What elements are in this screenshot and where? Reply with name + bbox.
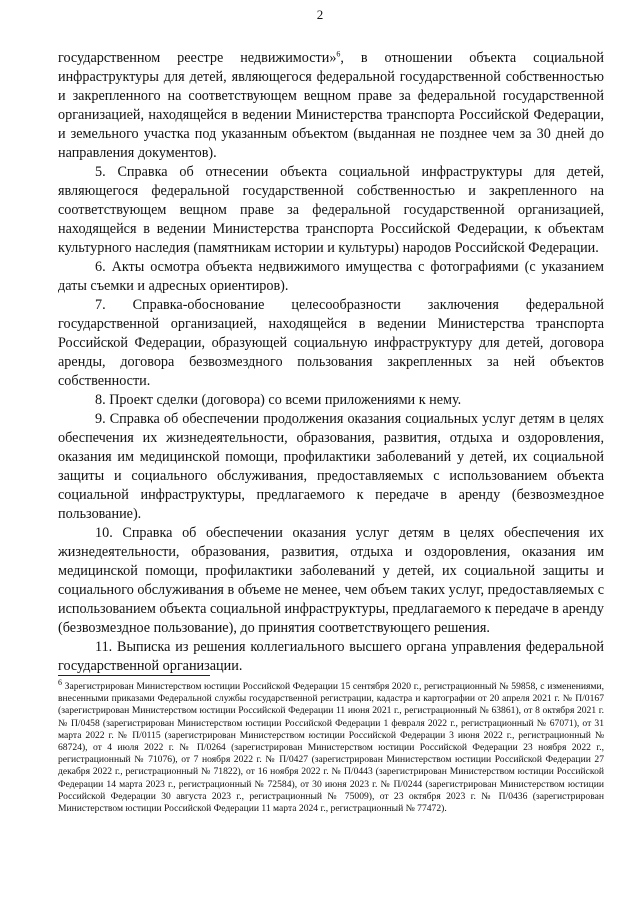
footnote-divider [58,675,210,676]
footnote [58,677,604,815]
paragraph-item-6: 6. Акты осмотра объекта недвижимого имущества с фотографиями (с указанием даты съемки и адресных ориентиров). [58,259,604,294]
footnote-reference: 6 [336,49,341,59]
paragraph-item-7: 7. Справка-обоснование целесообразности заключения федеральной государственной организацией, находящейся в ведении Министерства транспорта Российской Федерации, образующей социальную инфраструктуру для детей, договора аренды, договора безвозмездного пользования закрепленных за ней объектов собственности. [58,297,604,389]
paragraph-text: , в отношении объекта социальной инфраструктуры для детей, являющегося федеральной государственной собственностью и закрепленного на соответствующем вещном праве за федеральной государственной организацией, находящейся в ведении Министерства транспорта Российской Федерации, и земельного участка под указанным объектом (выданная не позднее чем за 30 дней до направления документов). [58,50,604,161]
footnote-text: Зарегистрирован Министерством юстиции Российской Федерации 15 сентября 2020 г., регистрационный № 59858, с изменениями, внесенными приказами Федеральной службы государственной регистрации, кадастра и картографии от 20 апреля 2021 г. № П/0167 (зарегистрирован Министерством юстиции Российской Федерации 11 июня 2021 г., регистрационный № 63861), от 8 октября 2021 г. № П/0458 (зарегистрирован Министерством юстиции Российской Федерации 1 февраля 2022 г., регистрационный № 67071), от 31 марта 2022 г. № П/0115 (зарегистрирован Министерством юстиции Российской Федерации 3 июня 2022 г., регистрационный № 68724), от 4 июля 2022 г. № П/0264 (зарегистрирован Министерством юстиции Российской Федерации 23 ноября 2022 г., регистрационный № 71076), от 7 ноября 2022 г. № П/0427 (зарегистрирован Министерством юстиции Российской Федерации 27 декабря 2022 г., регистрационный № 71822), от 16 ноября 2022 г. № П/0443 (зарегистрирован Министерством юстиции Российской Федерации 14 марта 2023 г., регистрационный № 72584), от 30 июня 2023 г. № П/0244 (зарегистрирован Министерством юстиции Российской Федерации 30 августа 2023 г., регистрационный № 75009), от 23 октября 2023 г. № П/0436 (зарегистрирован Министерством юстиции Российской Федерации 11 марта 2024 г., регистрационный № 77472). [58,681,604,815]
paragraph-item-9: 9. Справка об обеспечении продолжения оказания социальных услуг детям в целях обеспечения их жизнедеятельности, образования, развития, отдыха и оздоровления, оказания им медицинской помощи, профилактики заболеваний у детей, их социальной защиты и социального обслуживания, предоставляемых с использованием объекта социальной инфраструктуры, предлагаемого к передаче в аренду (безвозмездное пользование). [58,411,604,522]
paragraph-continuation [58,49,604,163]
paragraph-item-11: 11. Выписка из решения коллегиального высшего органа управления федеральной государственной организации. [58,639,604,674]
paragraph-text: государственном реестре недвижимости» [58,50,337,66]
paragraph-item-10: 10. Справка об обеспечении оказания услуг детям в целях обеспечения их жизнедеятельности, образования, развития, отдыха и оздоровления, оказания им медицинской помощи, профилактики заболеваний у детей, их социальной защиты и социального обслуживания в объеме не менее, чем объем таких услуг, предоставляемых с использованием объекта социальной инфраструктуры, предлагаемого к передаче в аренду (безвозмездное пользование), до принятия соответствующего решения. [58,525,604,636]
paragraph-item-8: 8. Проект сделки (договора) со всеми приложениями к нему. [95,392,462,408]
page-number: 2 [316,7,324,22]
paragraph-item-5: 5. Справка об отнесении объекта социальной инфраструктуры для детей, являющегося федеральной государственной собственностью и закрепленного на соответствующем вещном праве за федеральной государственной организацией, находящейся в ведении Министерства транспорта Российской Федерации, к объектам культурного наследия (памятникам истории и культуры) народов Российской Федерации. [58,164,604,256]
footnote-text-block [58,677,604,815]
footnote-marker: 6 [58,677,62,687]
document-body [58,49,604,676]
